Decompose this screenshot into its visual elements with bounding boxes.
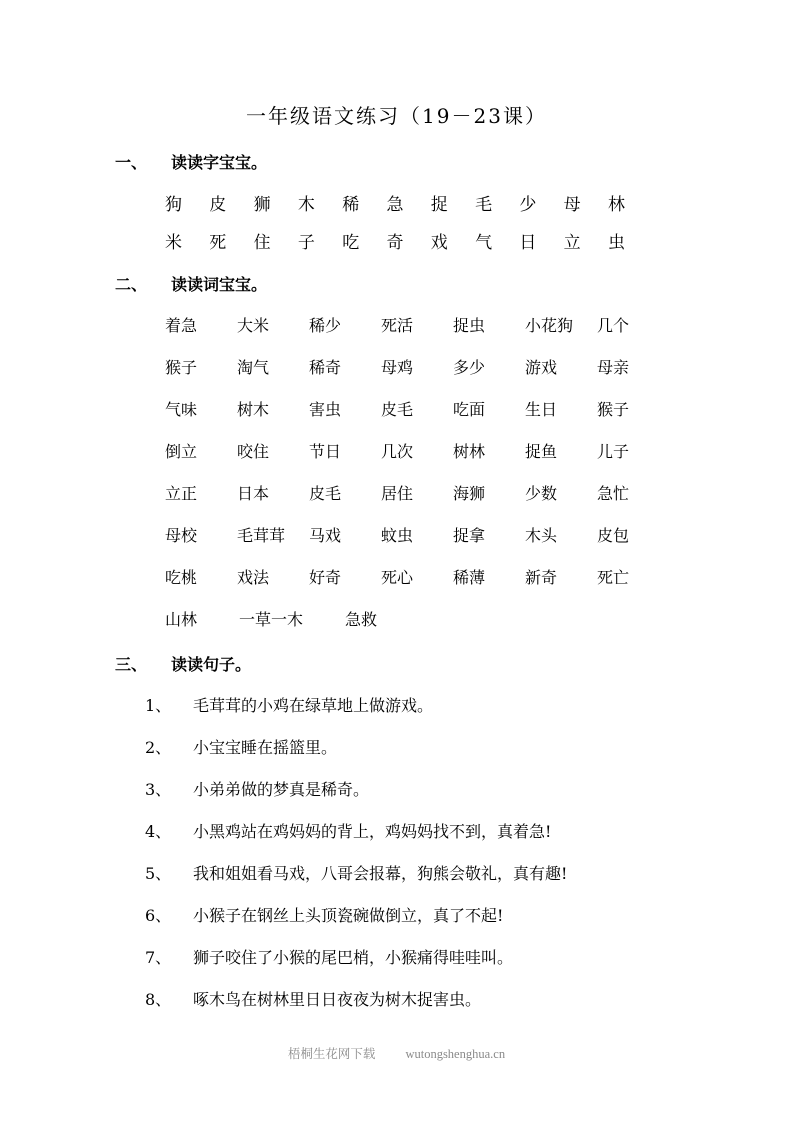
sentence-item [145, 735, 337, 758]
char-item: 木 [297, 195, 315, 215]
char-item: 住 [253, 233, 271, 253]
word-item: 木头 [525, 526, 558, 545]
word-item: 树林 [453, 442, 486, 461]
word-item: 大米 [237, 316, 270, 335]
word-item: 猴子 [597, 400, 630, 419]
word-item: 母校 [165, 526, 198, 545]
sentence-number: 3、 [145, 780, 172, 799]
sentence-text: 小黑鸡站在鸡妈妈的背上，鸡妈妈找不到，真着急! [193, 822, 552, 841]
word-item: 倒立 [165, 442, 198, 461]
word-item: 一草一木 [239, 610, 304, 629]
word-item: 吃面 [453, 400, 486, 419]
word-item: 死亡 [597, 568, 630, 587]
word-item: 儿子 [597, 442, 630, 461]
word-item: 小花狗 [525, 316, 574, 335]
word-item: 几次 [381, 442, 414, 461]
section-heading-3 [115, 652, 251, 675]
word-item: 海狮 [453, 484, 486, 503]
sentence-number: 8、 [145, 990, 172, 1009]
word-row [165, 355, 670, 378]
word-item: 多少 [453, 358, 486, 377]
sentence-number: 1、 [145, 696, 172, 715]
word-item: 节日 [309, 442, 342, 461]
sentence-number: 4、 [145, 822, 172, 841]
section-label-3: 读读句子。 [171, 655, 252, 674]
word-row [165, 397, 670, 420]
sentence-text: 狮子咬住了小猴的尾巴梢，小猴痛得哇哇叫。 [193, 948, 514, 967]
sentence-text: 小猴子在钢丝上头顶瓷碗做倒立，真了不起! [193, 906, 504, 925]
char-row [165, 228, 625, 253]
char-item: 稀 [342, 195, 360, 215]
sentence-text: 小弟弟做的梦真是稀奇。 [193, 780, 370, 799]
char-item: 少 [519, 195, 537, 215]
sentence-item [145, 903, 503, 926]
word-item: 皮毛 [381, 400, 414, 419]
word-item: 戏法 [237, 568, 270, 587]
word-item: 日本 [237, 484, 270, 503]
char-item: 急 [386, 195, 404, 215]
word-row [165, 481, 670, 504]
word-item: 稀薄 [453, 568, 486, 587]
sentence-item [145, 861, 567, 884]
section-number-3: 三、 [115, 655, 148, 674]
section-heading-1 [115, 150, 267, 173]
char-item: 子 [297, 233, 315, 253]
word-item: 毛茸茸 [237, 526, 286, 545]
sentence-item [145, 819, 551, 842]
section-number-2: 二、 [115, 275, 148, 294]
sentence-item [145, 987, 481, 1010]
char-row [165, 190, 625, 215]
char-item: 毛 [475, 195, 493, 215]
word-item: 淘气 [237, 358, 270, 377]
word-item: 死心 [381, 568, 414, 587]
char-item: 母 [563, 195, 581, 215]
word-item: 稀少 [309, 316, 342, 335]
section-heading-2 [115, 272, 267, 295]
word-row [165, 607, 670, 630]
sentence-text: 小宝宝睡在摇篮里。 [193, 738, 338, 757]
word-item: 急忙 [597, 484, 630, 503]
char-item: 日 [519, 233, 537, 253]
char-item: 捉 [430, 195, 448, 215]
word-item: 捉拿 [453, 526, 486, 545]
sentence-text: 啄木鸟在树林里日日夜夜为树木捉害虫。 [193, 990, 482, 1009]
word-item: 居住 [381, 484, 414, 503]
word-item: 立正 [165, 484, 198, 503]
word-item: 生日 [525, 400, 558, 419]
word-item: 捉虫 [453, 316, 486, 335]
section-label-2: 读读词宝宝。 [171, 275, 268, 294]
sentence-item [145, 693, 433, 716]
word-item: 死活 [381, 316, 414, 335]
word-item: 山林 [165, 610, 198, 629]
word-item: 着急 [165, 316, 198, 335]
char-item: 狮 [253, 195, 271, 215]
word-row [165, 439, 670, 462]
sentence-item [145, 945, 513, 968]
char-item: 狗 [165, 195, 182, 215]
sentence-text: 毛茸茸的小鸡在绿草地上做游戏。 [193, 696, 434, 715]
word-item: 树木 [237, 400, 270, 419]
word-item: 好奇 [309, 568, 342, 587]
char-item: 戏 [430, 233, 448, 253]
word-item: 皮包 [597, 526, 630, 545]
word-item: 几个 [597, 316, 630, 335]
word-item: 母鸡 [381, 358, 414, 377]
word-item: 皮毛 [309, 484, 342, 503]
sentence-number: 6、 [145, 906, 172, 925]
word-item: 母亲 [597, 358, 630, 377]
section-number-1: 一、 [115, 153, 148, 172]
word-item: 猴子 [165, 358, 198, 377]
sentence-text: 我和姐姐看马戏，八哥会报幕，狗熊会敬礼，真有趣! [193, 864, 568, 883]
char-item: 奇 [386, 233, 404, 253]
word-item: 新奇 [525, 568, 558, 587]
char-item: 虫 [607, 233, 625, 253]
word-item: 咬住 [237, 442, 270, 461]
word-item: 捉鱼 [525, 442, 558, 461]
char-item: 林 [607, 195, 625, 215]
word-item: 少数 [525, 484, 558, 503]
char-item: 死 [209, 233, 227, 253]
sentence-number: 5、 [145, 864, 172, 883]
char-item: 皮 [209, 195, 227, 215]
word-item: 蚊虫 [381, 526, 414, 545]
footer-site-name: 梧桐生花网下载 [287, 1046, 376, 1061]
word-row [165, 313, 670, 336]
footer-watermark [0, 1044, 793, 1062]
char-item: 吃 [342, 233, 360, 253]
word-row [165, 565, 670, 588]
char-item: 气 [475, 233, 493, 253]
word-item: 害虫 [309, 400, 342, 419]
word-item: 气味 [165, 400, 198, 419]
char-item: 立 [563, 233, 581, 253]
sentence-number: 2、 [145, 738, 172, 757]
sentence-number: 7、 [145, 948, 172, 967]
page-title: 一年级语文练习（19－23课） [246, 104, 547, 128]
word-item: 吃桃 [165, 568, 198, 587]
word-item: 急救 [345, 610, 378, 629]
sentence-item [145, 777, 369, 800]
word-item: 游戏 [525, 358, 558, 377]
word-item: 稀奇 [309, 358, 342, 377]
footer-site-url: wutongshenghua.cn [405, 1047, 506, 1061]
section-label-1: 读读字宝宝。 [171, 153, 268, 172]
word-row [165, 523, 670, 546]
char-item: 米 [165, 233, 182, 253]
word-item: 马戏 [309, 526, 342, 545]
